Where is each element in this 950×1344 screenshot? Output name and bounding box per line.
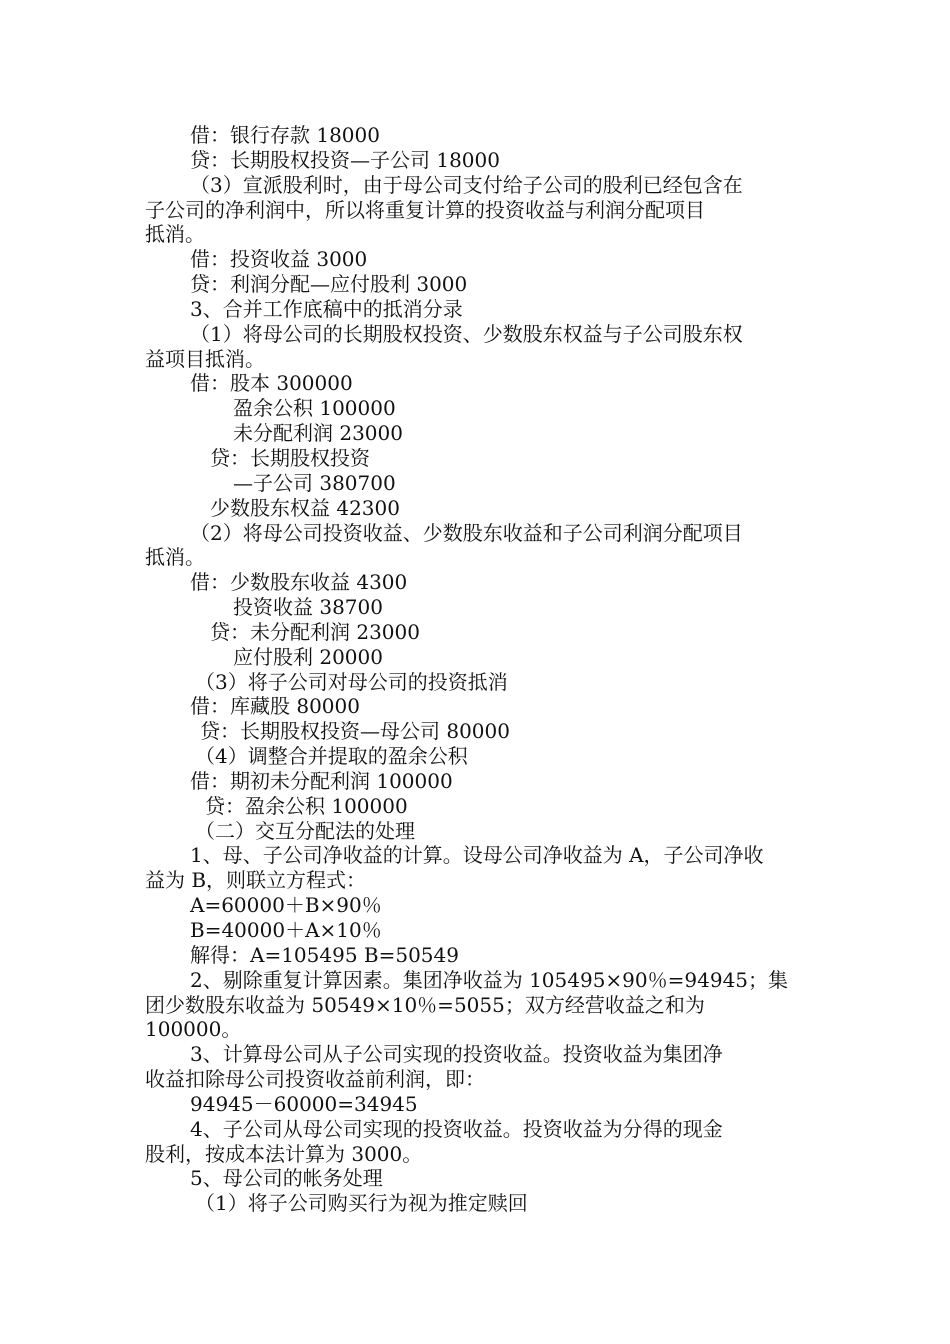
text-line: 少数股东权益 42300 xyxy=(210,495,400,520)
text-line: （3）宣派股利时，由于母公司支付给子公司的股利已经包含在 xyxy=(190,172,743,197)
text-line: 贷：盈余公积 100000 xyxy=(205,793,408,818)
text-line: —子公司 380700 xyxy=(233,470,396,495)
text-line: （2）将母公司投资收益、少数股东收益和子公司利润分配项目 xyxy=(190,520,743,545)
text-line: 应付股利 20000 xyxy=(233,644,383,669)
text-line: A=60000＋B×90％ xyxy=(190,893,382,918)
text-line: 益项目抵消。 xyxy=(145,346,265,371)
text-line: 解得：A=105495 B=50549 xyxy=(190,942,459,967)
text-line: 借：期初未分配利润 100000 xyxy=(190,768,453,793)
text-line: 贷：未分配利润 23000 xyxy=(210,619,420,644)
text-line: 未分配利润 23000 xyxy=(233,421,403,446)
text-line: 股利，按成本法计算为 3000。 xyxy=(145,1141,423,1166)
text-line: 100000。 xyxy=(145,1017,242,1042)
text-line: 收益扣除母公司投资收益前利润，即： xyxy=(145,1067,485,1092)
text-line: 盈余公积 100000 xyxy=(233,396,396,421)
text-line: 94945－60000=34945 xyxy=(190,1091,418,1116)
text-line: （1）将母公司的长期股权投资、少数股东权益与子公司股东权 xyxy=(190,321,743,346)
text-line: 借：股本 300000 xyxy=(190,371,353,396)
text-line: （二）交互分配法的处理 xyxy=(195,818,415,843)
text-line: 1、母、子公司净收益的计算。设母公司净收益为 A，子公司净收 xyxy=(190,843,764,868)
text-line: 借：投资收益 3000 xyxy=(190,247,368,272)
text-line: 抵消。 xyxy=(145,222,205,247)
text-line: 投资收益 38700 xyxy=(233,595,383,620)
text-line: （3）将子公司对母公司的投资抵消 xyxy=(195,669,508,694)
text-line: B=40000＋A×10％ xyxy=(190,918,382,942)
text-line: 贷：利润分配—应付股利 3000 xyxy=(190,272,468,297)
text-line: 借：少数股东收益 4300 xyxy=(190,570,408,595)
text-line: （4）调整合并提取的盈余公积 xyxy=(195,744,468,769)
text-line: 子公司的净利润中，所以将重复计算的投资收益与利润分配项目 xyxy=(145,197,705,222)
text-line: 借：库藏股 80000 xyxy=(190,694,360,719)
text-line: 4、子公司从母公司实现的投资收益。投资收益为分得的现金 xyxy=(190,1116,723,1141)
text-line: 贷：长期股权投资—母公司 80000 xyxy=(200,719,510,744)
text-line: 益为 B，则联立方程式： xyxy=(145,868,367,893)
text-line: （1）将子公司购买行为视为推定赎回 xyxy=(195,1191,528,1216)
document-body xyxy=(145,123,795,1216)
text-line: 抵消。 xyxy=(145,545,205,570)
text-line: 3、计算母公司从子公司实现的投资收益。投资收益为集团净 xyxy=(190,1042,723,1067)
text-line: 2、剔除重复计算因素。集团净收益为 105495×90％=94945；集 xyxy=(190,967,789,992)
text-line: 贷：长期股权投资—子公司 18000 xyxy=(190,147,500,172)
text-line: 借：银行存款 18000 xyxy=(190,123,380,147)
text-line: 贷：长期股权投资 xyxy=(210,445,370,470)
text-line: 3、合并工作底稿中的抵消分录 xyxy=(190,296,463,321)
text-line: 5、母公司的帐务处理 xyxy=(190,1166,383,1191)
text-line: 团少数股东收益为 50549×10％=5055；双方经营收益之和为 xyxy=(145,992,705,1017)
